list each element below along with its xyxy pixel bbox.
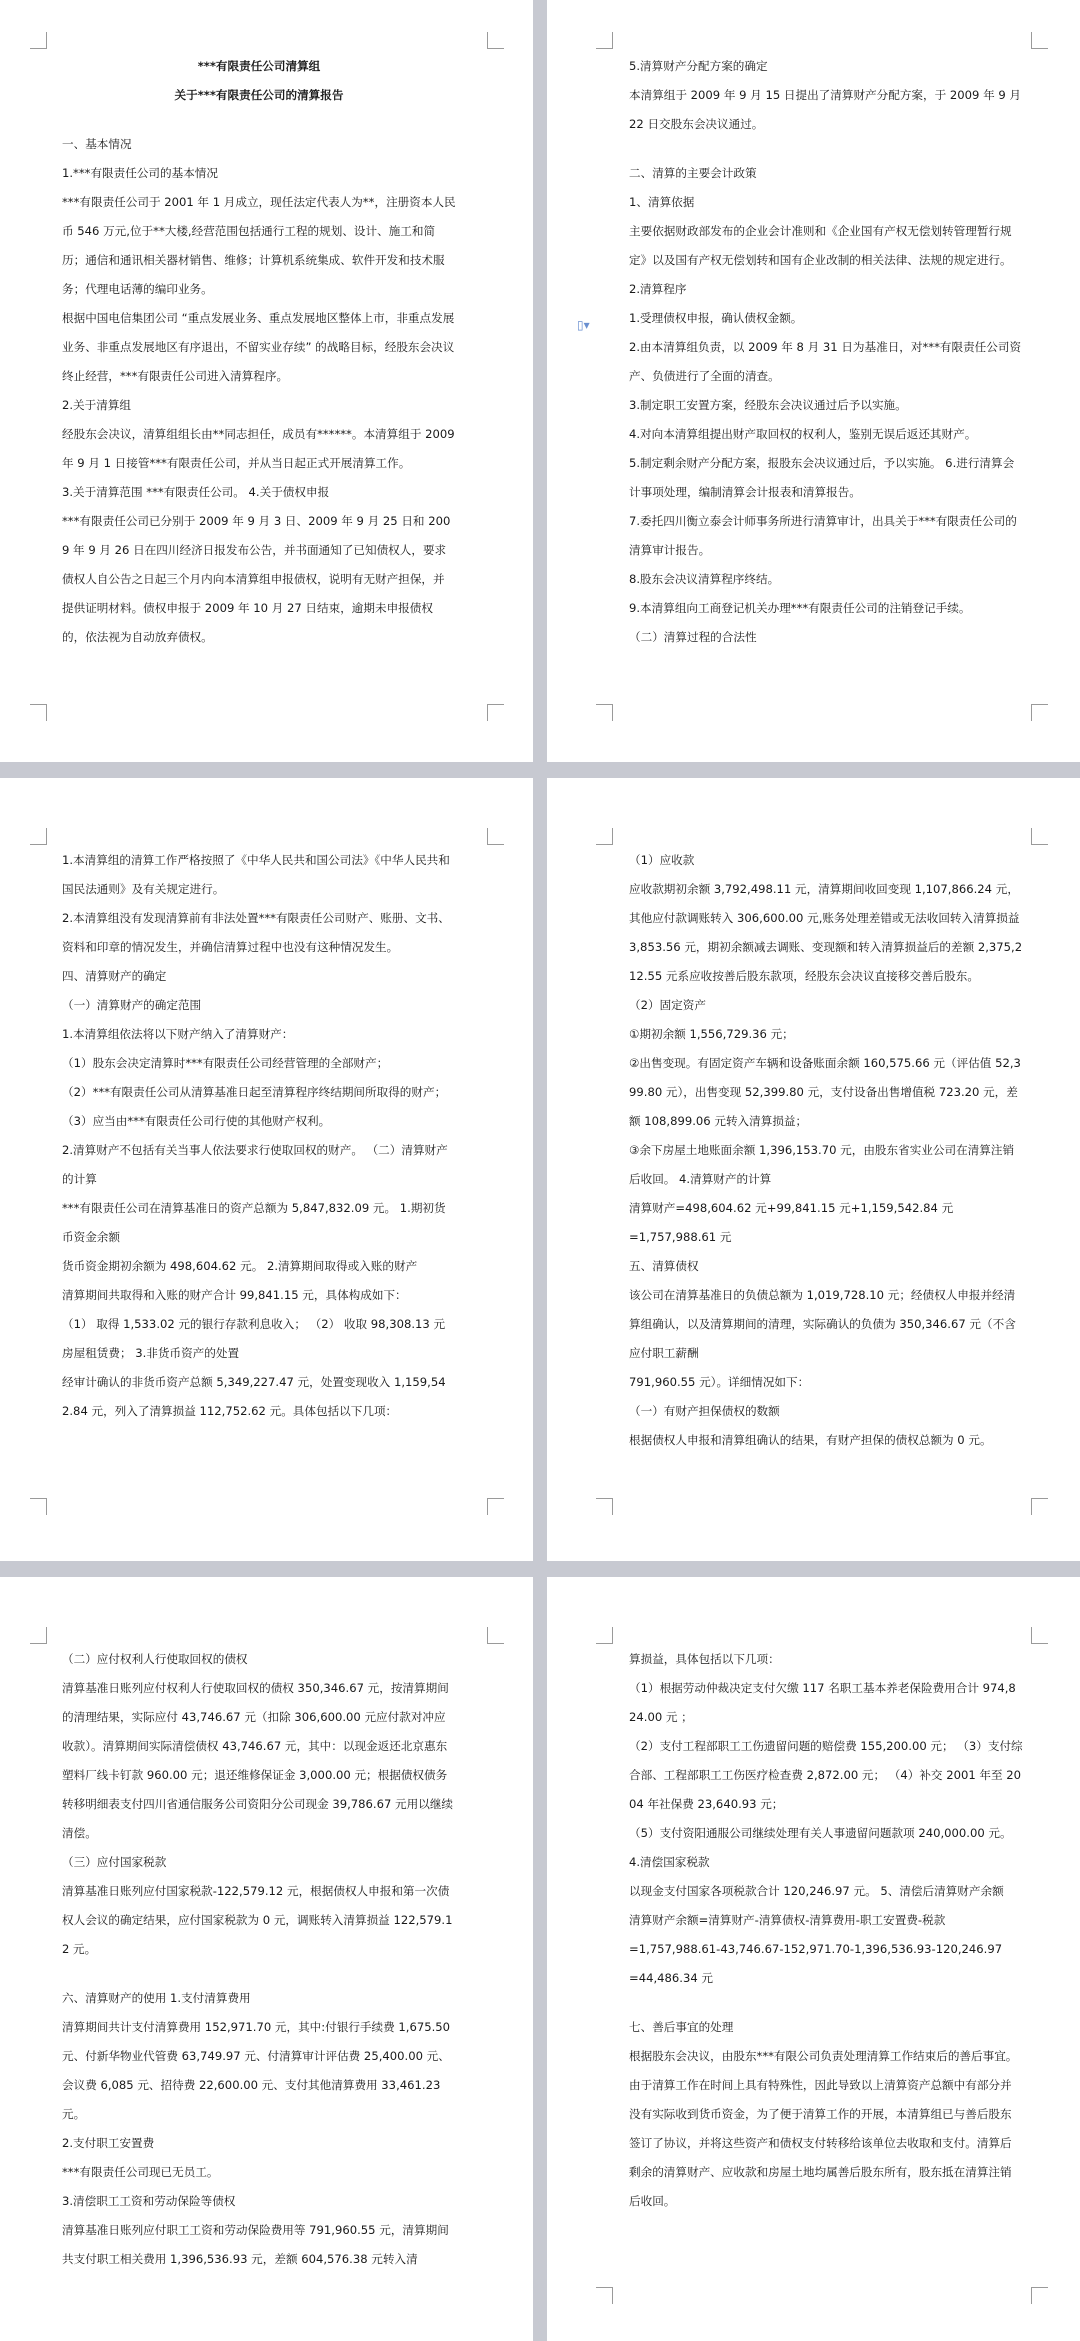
paragraph: 二、清算的主要会计政策 [629, 166, 757, 180]
paragraph: （1） 取得 1,533.02 元的银行存款利息收入； （2） 收取 98,308.13 元房屋租赁费； 3.非货币资产的处置 [62, 1317, 446, 1360]
paragraph: 7.委托四川衡立泰会计师事务所进行清算审计，出具关于***有限责任公司的清算审计报告。 [629, 514, 1017, 557]
paragraph-gap [62, 1964, 456, 1984]
paragraph: 2.由本清算组负责，以 2009 年 8 月 31 日为基准日，对***有限责任公司资产、负债进行了全面的清查。 [629, 340, 1022, 383]
paragraph: 六、清算财产的使用 1.支付清算费用 [62, 1991, 251, 2005]
paragraph-gap [629, 139, 1023, 159]
paragraph: 该公司在清算基准日的负债总额为 1,019,728.10 元；经债权人申报并经清算组确认，以及清算期间的清理，实际确认的负债为 350,346.67 元（不含应付职工薪酬 [629, 1288, 1016, 1360]
paragraph: （2）支付工程部职工工伤遗留问题的赔偿费 155,200.00 元； （3）支付综合部、工程部职工工伤医疗检查费 2,872.00 元； （4）补交 2001 年至 2004 年社保费 23,640.93 元； [629, 1739, 1023, 1811]
paragraph: 四、清算财产的确定 [62, 969, 167, 983]
paragraph: ***有限责任公司于 2001 年 1 月成立，现任法定代表人为**，注册资本人民币 546 万元,位于**大楼,经营范围包括通行工程的规划、设计、施工和简历；通信和通讯相关器材销售、维修；计算机系统集成、软件开发和技术服务；代理电话薄的编印业务。 [62, 195, 456, 296]
paragraph: （2）***有限责任公司从清算基准日起至清算程序终结期间所取得的财产； （3）应当由***有限责任公司行使的其他财产权利。 [62, 1085, 447, 1128]
paragraph: 清算财产余额=清算财产-清算债权-清算费用-职工安置费-税款 [629, 1913, 946, 1927]
paragraph: 清算基准日账列应付职工工资和劳动保险费用等 791,960.55 元，清算期间共支付职工相关费用 1,396,536.93 元，差额 604,576.38 元转入清 [62, 2223, 449, 2266]
paragraph: 根据中国电信集团公司 “重点发展业务、重点发展地区整体上市，非重点发展业务、非重点发展地区有序退出，不留实业存续” 的战略目标，经股东会决议终止经营，***有限责任公司进入清算程序。 [62, 311, 455, 383]
paragraph: （2）固定资产 [629, 998, 706, 1012]
paragraph: =1,757,988.61-43,746.67-152,971.70-1,396,536.93-120,246.97 [629, 1942, 1003, 1956]
paragraph: 2.清算财产不包括有关当事人依法要求行使取回权的财产。 （二）清算财产的计算 [62, 1143, 448, 1186]
paragraph: 3.关于清算范围 ***有限责任公司。 4.关于债权申报 [62, 485, 330, 499]
page-3-content [62, 846, 456, 1426]
paragraph: 791,960.55 元）。详细情况如下： [629, 1375, 810, 1389]
paragraph: 货币资金期初余额为 498,604.62 元。 2.清算期间取得或入账的财产 [62, 1259, 418, 1273]
page-6 [547, 1577, 1080, 2341]
page-4 [547, 778, 1080, 1561]
page-1 [0, 0, 533, 762]
paragraph: 以现金支付国家各项税款合计 120,246.97 元。 5、清偿后清算财产余额 [629, 1884, 1004, 1898]
paragraph: 5.制定剩余财产分配方案，报股东会决议通过后，予以实施。 6.进行清算会计事项处理，编制清算会计报表和清算报告。 [629, 456, 1015, 499]
paragraph: 2.本清算组没有发现清算前有非法处置***有限责任公司财产、账册、文书、资料和印章的情况发生，并确信清算过程中也没有这种情况发生。 [62, 911, 450, 954]
paragraph: 3.清偿职工工资和劳动保险等债权 [62, 2194, 236, 2208]
paragraph: ***有限责任公司现已无员工。 [62, 2165, 219, 2179]
paragraph: 4.清偿国家税款 [629, 1855, 710, 1869]
paragraph: （1）应收款 [629, 853, 695, 867]
paragraph: 清算基准日账列应付国家税款-122,579.12 元，根据债权人申报和第一次债权人会议的确定结果，应付国家税款为 0 元，调账转入清算损益 122,579.12 元。 [62, 1884, 453, 1956]
paragraph: 主要依据财政部发布的企业会计准则和《企业国有产权无偿划转管理暂行规定》以及国有产权无偿划转和国有企业改制的相关法律、法规的规定进行。 [629, 224, 1012, 267]
paragraph: 2.清算程序 [629, 282, 687, 296]
page-5-content [62, 1645, 456, 2274]
comment-icon[interactable]: ▯▾ [577, 318, 590, 332]
paragraph-gap [629, 1993, 1023, 2013]
page-4-content [629, 846, 1023, 1455]
paragraph: ①期初余额 1,556,729.36 元； [629, 1027, 794, 1041]
paragraph: 清算财产=498,604.62 元+99,841.15 元+1,159,542.84 元 [629, 1201, 954, 1215]
paragraph: 算损益，具体包括以下几项： [629, 1652, 780, 1666]
paragraph: 2.关于清算组 [62, 398, 132, 412]
paragraph: （一）有财产担保债权的数额 [629, 1404, 780, 1418]
paragraph: 本清算组于 2009 年 9 月 15 日提出了清算财产分配方案，于 2009 年 9 月 22 日交股东会决议通过。 [629, 88, 1022, 131]
paragraph: （二）清算过程的合法性 [629, 630, 757, 644]
document-title: 关于***有限责任公司的清算报告 [174, 88, 344, 102]
paragraph: 2.支付职工安置费 [62, 2136, 155, 2150]
page-6-content [629, 1645, 1023, 2216]
paragraph: =1,757,988.61 元 [629, 1230, 732, 1244]
paragraph: （一）清算财产的确定范围 [62, 998, 202, 1012]
paragraph: 清算期间共取得和入账的财产合计 99,841.15 元，具体构成如下： [62, 1288, 407, 1302]
paragraph: 4.对向本清算组提出财产取回权的权利人，鉴别无误后返还其财产。 [629, 427, 977, 441]
paragraph: 一、基本情况 [62, 137, 132, 151]
paragraph: 清算期间共计支付清算费用 152,971.70 元，其中:付银行手续费 1,675.50 元、付新华物业代管费 63,749.97 元、付清算审计评估费 25,400.00 元、会议费 6,085 元、招待费 22,600.00 元、支付其他清算费用 33,461.23 元。 [62, 2020, 451, 2121]
paragraph: 经股东会决议，清算组组长由**同志担任，成员有******。本清算组于 2009 年 9 月 1 日接管***有限责任公司，并从当日起正式开展清算工作。 [62, 427, 455, 470]
paragraph: 5.清算财产分配方案的确定 [629, 59, 768, 73]
paragraph: 1.受理债权申报，确认债权金额。 [629, 311, 803, 325]
paragraph: （5）支付资阳通服公司继续处理有关人事遗留问题款项 240,000.00 元。 [629, 1826, 1012, 1840]
page-1-content [62, 52, 456, 652]
page-5 [0, 1577, 533, 2341]
paragraph: 1、清算依据 [629, 195, 695, 209]
paragraph: 1.本清算组依法将以下财产纳入了清算财产： [62, 1027, 294, 1041]
paragraph: （1）根据劳动仲裁决定支付欠缴 117 名职工基本养老保险费用合计 974,824.00 元 ； [629, 1681, 1016, 1724]
paragraph: ***有限责任公司已分别于 2009 年 9 月 3 日、2009 年 9 月 25 日和 2009 年 9 月 26 日在四川经济日报发布公告，并书面通知了已知债权人，要求债权人自公告之日起三个月内向本清算组申报债权，说明有无财产担保，并提供证明材料。债权申报于 2009 年 10 月 27 日结束，逾期未申报债权的，依法视为自动放弃债权。 [62, 514, 451, 644]
paragraph: 应收款期初余额 3,792,498.11 元，清算期间收回变现 1,107,866.24 元，其他应付款调账转入 306,600.00 元,账务处理差错或无法收回转入清算损益 3,853.56 元，期初余额减去调账、变现额和转入清算损益后的差额 2,375,212.55 元系应收按善后股东款项，经股东会决议直接移交善后股东。 [629, 882, 1023, 983]
paragraph: 根据股东会决议，由股东***有限公司负责处理清算工作结束后的善后事宜。 由于清算工作在时间上具有特殊性，因此导致以上清算资产总额中有部分并没有实际收到货币资金，为了便于清算工作的开展，本清算组已与善后股东签订了协议，并将这些资产和债权支付转移给该单位去收取和支付。清算后剩余的清算财产、应收款和房屋土地均属善后股东所有，股东抵在清算注销后收回。 [629, 2049, 1018, 2208]
paragraph: 1.***有限责任公司的基本情况 [62, 166, 218, 180]
paragraph: 清算基准日账列应付权利人行使取回权的债权 350,346.67 元，按清算期间的清理结果，实际应付 43,746.67 元（扣除 306,600.00 元应付款对冲应收款）。清算期间实际清偿债权 43,746.67 元，其中：以现金返还北京惠东塑料厂线卡钉款 960.00 元；退还维修保证金 3,000.00 元；根据债权债务转移明细表支付四川省通信服务公司资阳分公司现金 39,786.67 元用以继续清偿。 [62, 1681, 454, 1840]
paragraph-gap [62, 110, 456, 130]
paragraph: 8.股东会决议清算程序终结。 [629, 572, 780, 586]
paragraph: =44,486.34 元 [629, 1971, 713, 1985]
paragraph: 经审计确认的非货币资产总额 5,349,227.47 元，处置变现收入 1,159,542.84 元，列入了清算损益 112,752.62 元。具体包括以下几项： [62, 1375, 446, 1418]
paragraph: 3.制定职工安置方案，经股东会决议通过后予以实施。 [629, 398, 907, 412]
paragraph: ***有限责任公司在清算基准日的资产总额为 5,847,832.09 元。 1.期初货币资金余额 [62, 1201, 446, 1244]
paragraph: 9.本清算组向工商登记机关办理***有限责任公司的注销登记手续。 [629, 601, 971, 615]
paragraph: 根据债权人申报和清算组确认的结果，有财产担保的债权总额为 0 元。 [629, 1433, 992, 1447]
document-title: ***有限责任公司清算组 [197, 59, 321, 73]
paragraph: 五、清算债权 [629, 1259, 699, 1273]
paragraph: 1.本清算组的清算工作严格按照了《中华人民共和国公司法》《中华人民共和国民法通则》及有关规定进行。 [62, 853, 450, 896]
page-3 [0, 778, 533, 1561]
paragraph: （三）应付国家税款 [62, 1855, 167, 1869]
paragraph: （1）股东会决定清算时***有限责任公司经营管理的全部财产； [62, 1056, 389, 1070]
page-2 [547, 0, 1080, 762]
paragraph: ②出售变现。有固定资产车辆和设备账面余额 160,575.66 元（评估值 52,399.80 元），出售变现 52,399.80 元，支付设备出售增值税 723.20 元，差额 108,899.06 元转入清算损益； [629, 1056, 1021, 1128]
paragraph: 七、善后事宜的处理 [629, 2020, 734, 2034]
paragraph: ③余下房屋土地账面余额 1,396,153.70 元，由股东省实业公司在清算注销后收回。 4.清算财产的计算 [629, 1143, 1015, 1186]
page-2-content [629, 52, 1023, 652]
paragraph: （二）应付权利人行使取回权的债权 [62, 1652, 248, 1666]
